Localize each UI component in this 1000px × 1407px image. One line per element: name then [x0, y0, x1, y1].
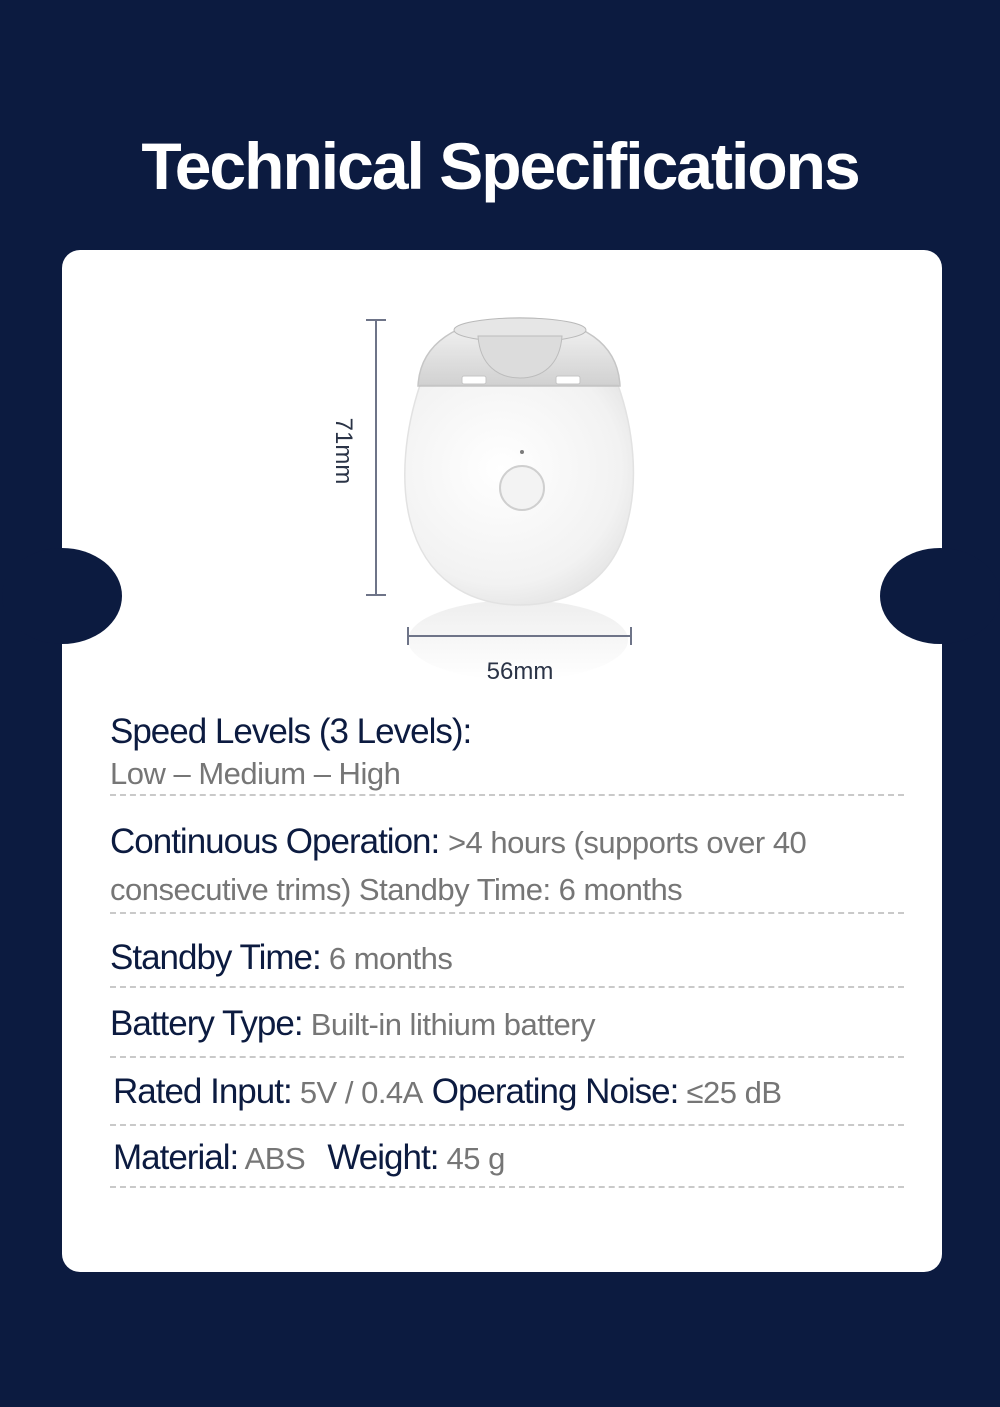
device-indicator-light — [520, 450, 524, 454]
height-dimension-label: 71mm — [330, 417, 357, 485]
spec-row-continuous — [110, 818, 904, 914]
speed-label: Speed Levels (3 Levels): — [110, 712, 472, 751]
speed-value: Low – Medium – High — [110, 756, 401, 791]
material-label: Material: — [113, 1138, 239, 1177]
page-title: Technical Specifications — [141, 129, 859, 203]
rated-input-label: Rated Input: — [113, 1072, 292, 1111]
continuous-label: Continuous Operation: — [110, 822, 448, 861]
continuous-value-line1: >4 hours (supports over 40 — [447, 825, 807, 860]
noise-label: Operating Noise: — [431, 1072, 679, 1111]
spec-row-material-weight — [110, 1134, 904, 1188]
battery-label: Battery Type: — [110, 1004, 303, 1043]
noise-value: ≤25 dB — [678, 1075, 782, 1110]
continuous-value-line2: consecutive trims) Standby Time: 6 months — [110, 872, 683, 907]
standby-value: 6 months — [320, 941, 453, 976]
spec-row-battery — [110, 1000, 904, 1058]
weight-label: Weight: — [327, 1138, 439, 1177]
device-power-button — [500, 466, 544, 510]
material-weight-line — [113, 1134, 505, 1189]
spec-row-input-noise — [110, 1068, 904, 1126]
spec-row-speed — [110, 706, 904, 796]
device-clip-left — [462, 376, 486, 384]
standby-line — [110, 934, 452, 989]
standby-label: Standby Time: — [110, 938, 321, 977]
battery-line — [110, 1000, 595, 1055]
battery-value: Built-in lithium battery — [302, 1007, 596, 1042]
rated-input-value: 5V / 0.4A — [291, 1075, 423, 1110]
product-illustration — [0, 0, 1000, 700]
material-value: ABS — [238, 1141, 306, 1176]
weight-value: 45 g — [438, 1141, 505, 1176]
continuous-line1 — [110, 820, 806, 871]
device-clip-right — [556, 376, 580, 384]
width-dimension-label: 56mm — [486, 658, 554, 685]
spec-row-standby — [110, 934, 904, 988]
input-noise-line — [113, 1068, 782, 1123]
